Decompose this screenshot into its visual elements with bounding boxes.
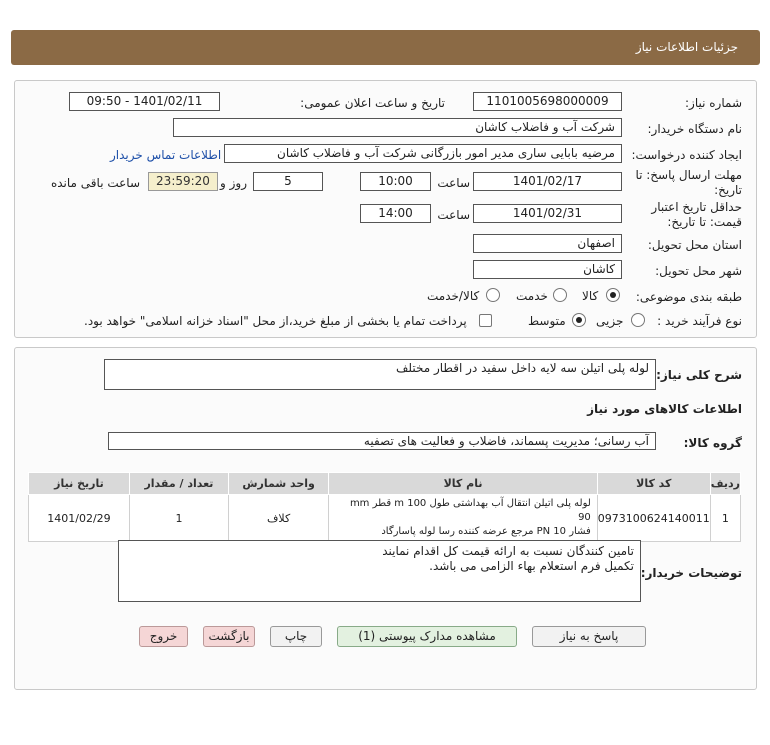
requester-label: ایجاد کننده درخواست: xyxy=(631,148,742,162)
reply-button[interactable]: پاسخ به نیاز xyxy=(532,626,646,647)
table-row xyxy=(29,495,741,542)
requester-field: مرضیه بابایی ساری مدیر امور بازرگانی شرکت آب و فاضلاب کاشان xyxy=(224,144,622,163)
cell-name-line2: فشار PN 10 مرجع عرضه کننده رسا لوله پاسارگاد xyxy=(381,526,591,537)
announce-label: تاریخ و ساعت اعلان عمومی: xyxy=(300,96,445,110)
print-button[interactable]: چاپ xyxy=(270,626,322,647)
buyer-notes-line2: تکمیل فرم استعلام بهاء الزامی می باشد. xyxy=(429,559,634,573)
deadline-time-label: ساعت xyxy=(437,176,470,190)
deadline-time-field: 10:00 xyxy=(360,172,431,191)
treasury-docs-checkbox[interactable] xyxy=(479,314,492,327)
deadline-label-line1: مهلت ارسال پاسخ: تا xyxy=(635,168,742,182)
category-service-label: خدمت xyxy=(516,289,548,303)
treasury-docs-note: پرداخت تمام یا بخشی از مبلغ خرید،از محل "اسناد خزانه اسلامی" خواهد بود. xyxy=(84,314,467,328)
summary-field: لوله پلی اتیلن سه لایه داخل سفید در اقطار مختلف xyxy=(104,359,656,390)
category-goods-label: کالا xyxy=(582,289,599,303)
buyer-notes-field xyxy=(118,540,641,602)
deadline-label-line2: تاریخ: xyxy=(714,183,742,197)
deadline-date-field: 1401/02/17 xyxy=(473,172,622,191)
cell-qty: 1 xyxy=(129,495,228,542)
days-label: روز و xyxy=(220,176,247,190)
category-goods-service-label: کالا/خدمت xyxy=(427,289,480,303)
city-field: کاشان xyxy=(473,260,622,279)
validity-label-line1: حداقل تاریخ اعتبار xyxy=(651,200,742,214)
buyer-notes-label: توضیحات خریدار: xyxy=(640,566,742,580)
goods-group-field: آب رسانی؛ مدیریت پسماند، فاضلاب و فعالیت های تصفیه xyxy=(108,432,656,450)
cell-name-line1: لوله پلی اتیلن انتقال آب بهداشتی طول m 100 قطر mm 90 xyxy=(349,498,591,523)
buyer-org-field: شرکت آب و فاضلاب کاشان xyxy=(173,118,622,137)
cell-unit: کلاف xyxy=(228,495,328,542)
time-remaining-label: ساعت باقی مانده xyxy=(50,176,140,190)
col-unit: واحد شمارش xyxy=(228,473,328,495)
col-row: ردیف xyxy=(710,473,740,495)
attachments-button[interactable]: مشاهده مدارک پیوستی (1) xyxy=(337,626,517,647)
validity-time-field: 14:00 xyxy=(360,204,431,223)
page-title: جزئیات اطلاعات نیاز xyxy=(635,40,738,54)
items-table xyxy=(28,472,741,542)
buyer-org-label: نام دستگاه خریدار: xyxy=(647,122,742,136)
need-number-field: 1101005698000009 xyxy=(473,92,622,111)
summary-label: شرح کلی نیاز: xyxy=(656,368,742,382)
buyer-contact-link[interactable]: اطلاعات تماس خریدار xyxy=(110,148,222,162)
header-bar xyxy=(11,30,760,65)
days-remaining-field: 5 xyxy=(253,172,323,191)
items-section-title: اطلاعات کالاهای مورد نیاز xyxy=(587,402,742,416)
category-goods-radio[interactable] xyxy=(606,288,620,302)
announce-datetime-field: 1401/02/11 - 09:50 xyxy=(69,92,220,111)
province-field: اصفهان xyxy=(473,234,622,253)
buyer-notes-line1: تامین کنندگان نسبت به ارائه قیمت کل اقدام نمایند xyxy=(382,544,634,558)
city-label: شهر محل تحویل: xyxy=(655,264,742,278)
process-medium-radio[interactable] xyxy=(572,313,586,327)
category-service-radio[interactable] xyxy=(553,288,567,302)
cell-row: 1 xyxy=(710,495,740,542)
back-button[interactable]: بازگشت xyxy=(203,626,255,647)
process-minor-label: جزیی xyxy=(596,314,624,328)
time-remaining-field: 23:59:20 xyxy=(148,172,218,191)
process-type-label: نوع فرآیند خرید : xyxy=(657,314,742,328)
exit-button[interactable]: خروج xyxy=(139,626,188,647)
validity-label-line2: قیمت: تا تاریخ: xyxy=(667,215,742,229)
validity-date-field: 1401/02/31 xyxy=(473,204,622,223)
validity-time-label: ساعت xyxy=(437,208,470,222)
cell-date: 1401/02/29 xyxy=(29,495,130,542)
col-qty: تعداد / مقدار xyxy=(129,473,228,495)
cell-name xyxy=(329,495,597,542)
items-table-header xyxy=(29,473,741,495)
category-label: طبقه بندی موضوعی: xyxy=(635,290,742,304)
goods-group-label: گروه کالا: xyxy=(683,436,742,450)
col-code: کد کالا xyxy=(597,473,710,495)
category-goods-service-radio[interactable] xyxy=(486,288,500,302)
col-date: تاریخ نیاز xyxy=(29,473,130,495)
province-label: استان محل تحویل: xyxy=(647,238,742,252)
need-number-label: شماره نیاز: xyxy=(685,96,742,110)
col-name: نام کالا xyxy=(329,473,597,495)
cell-code: 0973100624140011 xyxy=(597,495,710,542)
process-medium-label: متوسط xyxy=(528,314,566,328)
process-minor-radio[interactable] xyxy=(631,313,645,327)
